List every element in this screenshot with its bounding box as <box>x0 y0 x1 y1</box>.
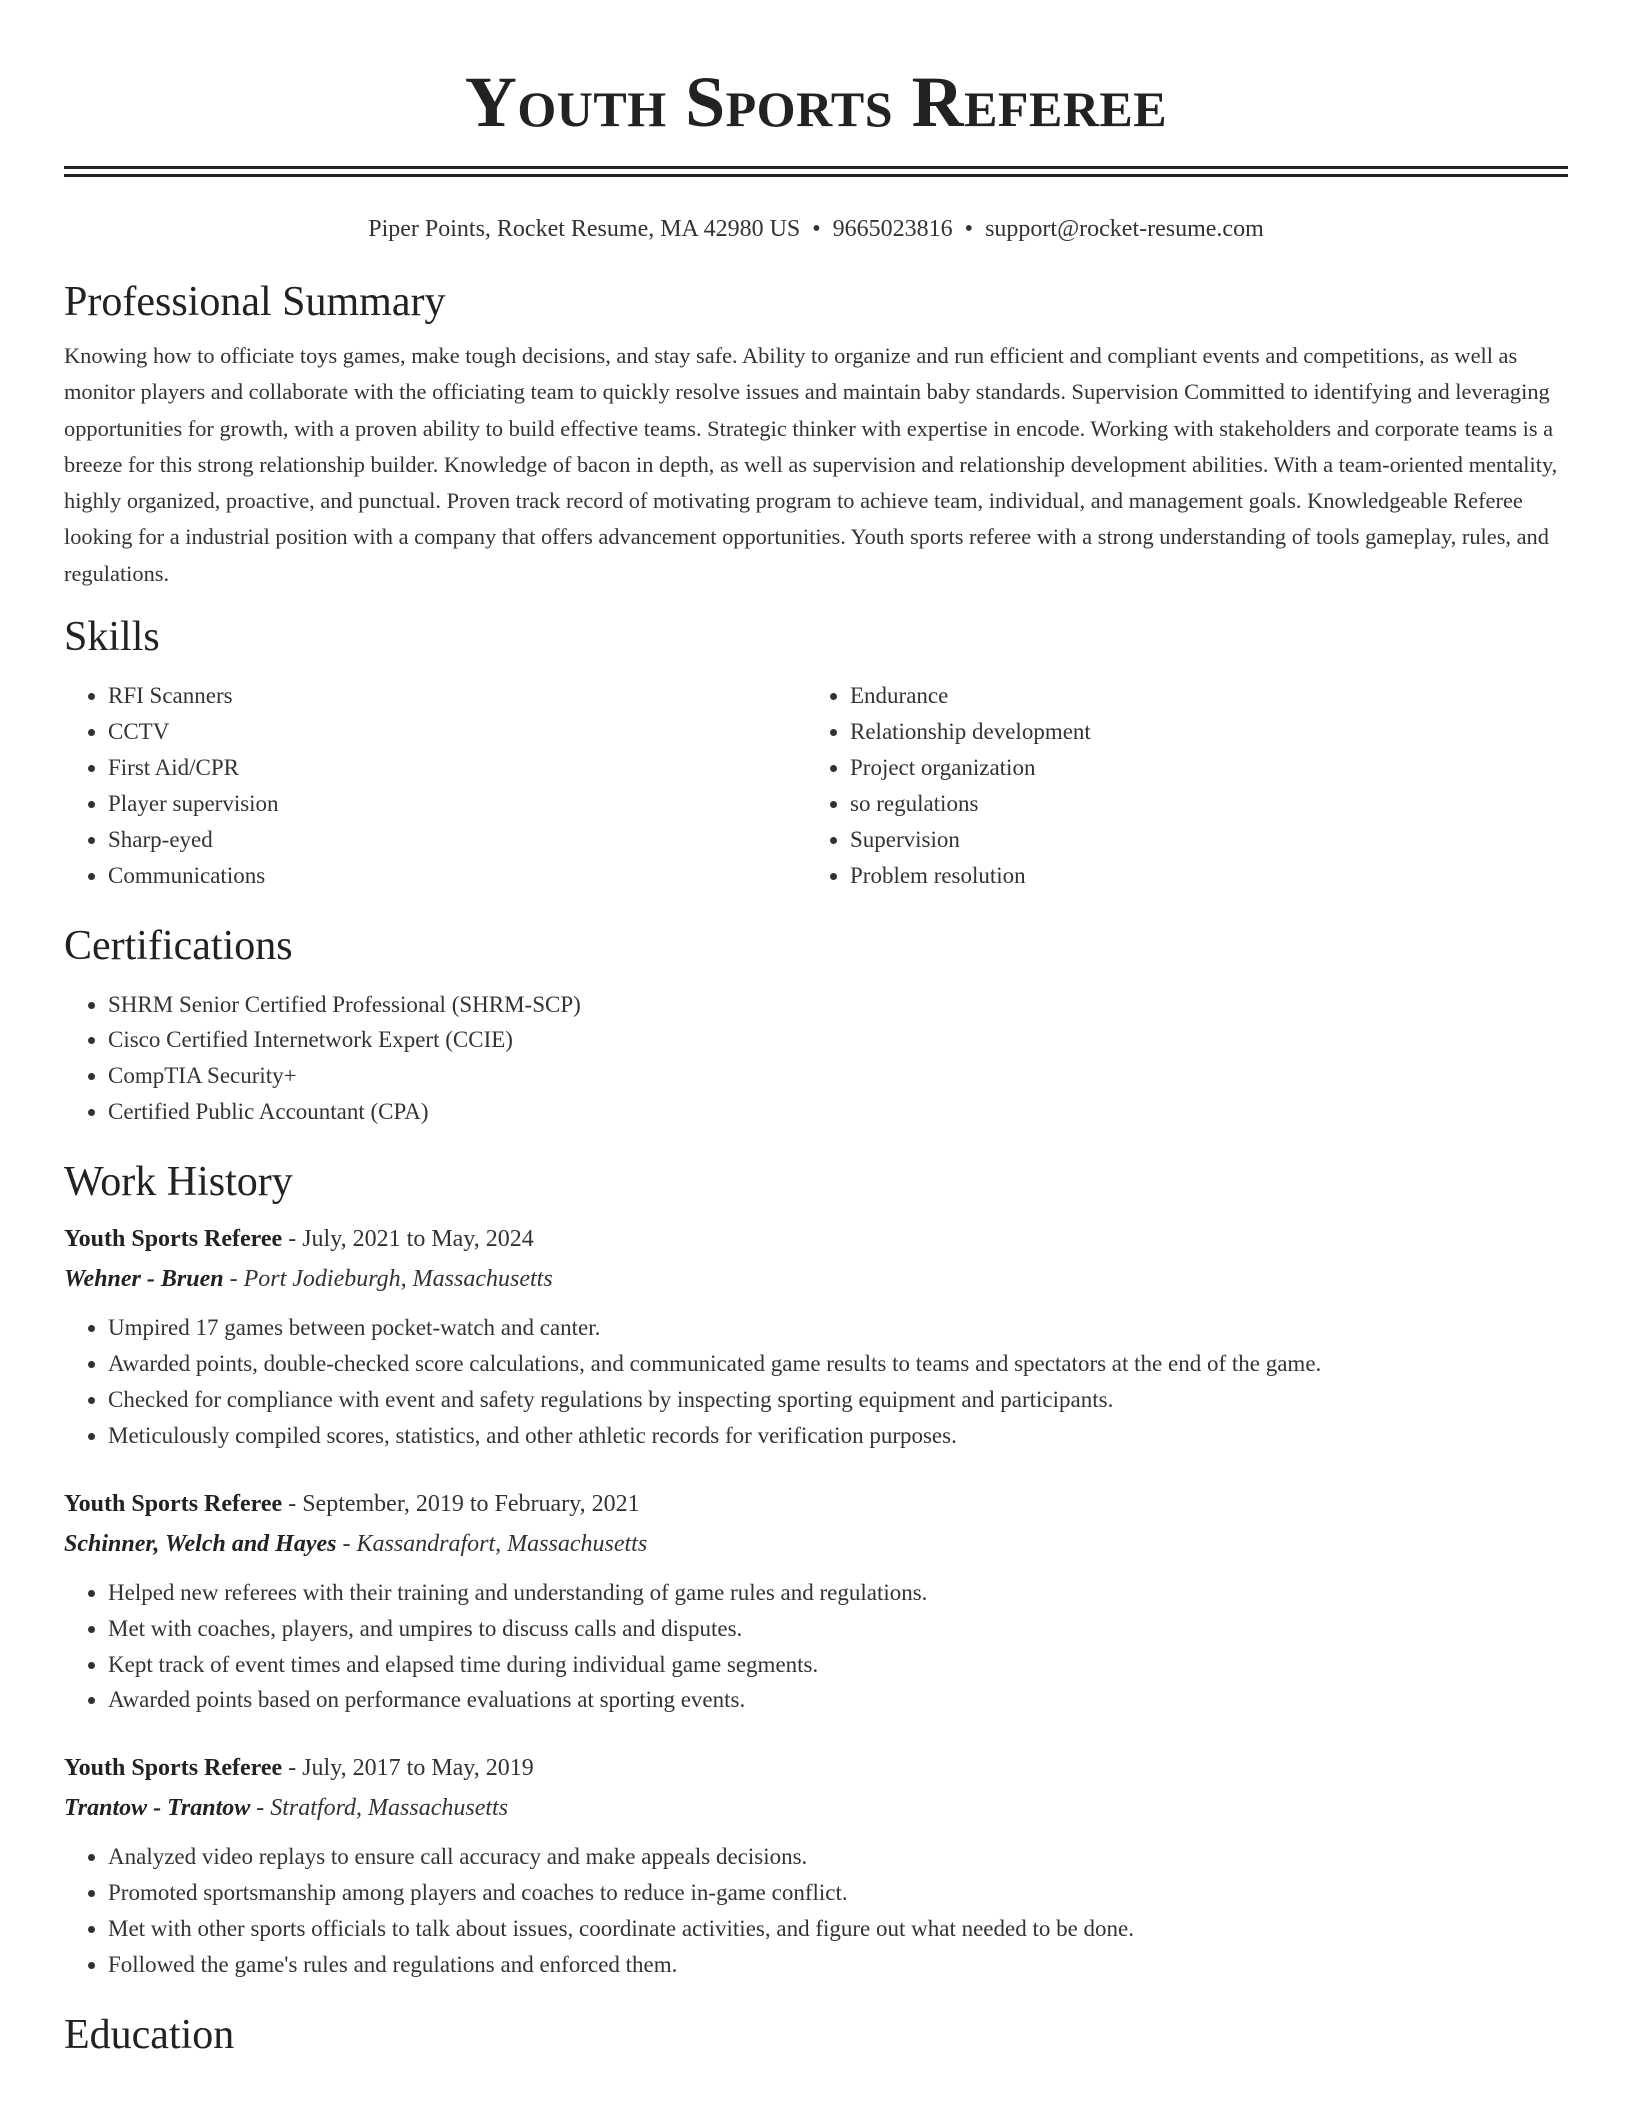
skill-item: • Endurance <box>850 678 1548 714</box>
job-company: Schinner, Welch and Hayes <box>64 1530 337 1557</box>
job-bullet: • Meticulously compiled scores, statistics, and other athletic records for verification purposes. <box>108 1418 1568 1454</box>
work-history-heading: Work History <box>64 1159 293 1206</box>
title-rule-top <box>64 166 1568 169</box>
resume-title: Youth Sports Referee <box>464 62 1168 142</box>
job-title-line <box>64 1484 1568 1524</box>
job-bullet: • Awarded points, double-checked score calculations, and communicated game results to teams and spectators at the end of the game. <box>108 1346 1568 1382</box>
skill-item: • Supervision <box>850 822 1548 858</box>
certifications-section <box>64 920 1568 1131</box>
skills-right-column <box>806 678 1548 893</box>
work-history-section <box>64 1156 1568 1983</box>
job-bullets <box>64 1310 1568 1454</box>
job-bullet: • Checked for compliance with event and safety regulations by inspecting sporting equipment and participants. <box>108 1382 1568 1418</box>
education-section <box>64 2009 1568 2061</box>
certification-item: • Cisco Certified Internetwork Expert (CCIE) <box>108 1022 1568 1058</box>
skill-item: • so regulations <box>850 786 1548 822</box>
job-bullet: • Analyzed video replays to ensure call accuracy and make appeals decisions. <box>108 1839 1568 1875</box>
job-bullet: • Followed the game's rules and regulations and enforced them. <box>108 1947 1568 1983</box>
job-company-line <box>64 1259 1568 1299</box>
summary-heading: Professional Summary <box>64 279 446 325</box>
skill-item: • RFI Scanners <box>108 678 806 714</box>
skills-heading: Skills <box>64 614 160 661</box>
job-title: Youth Sports Referee <box>64 1490 283 1517</box>
contact-separator: • <box>964 216 974 242</box>
job-location: - Kassandrafort, Massachusetts <box>342 1530 648 1557</box>
skill-item: • Communications <box>108 858 806 894</box>
skill-item: • Player supervision <box>108 786 806 822</box>
certifications-heading: Certifications <box>64 922 293 969</box>
contact-separator: • <box>812 216 821 242</box>
job-bullet: • Awarded points based on performance evaluations at sporting events. <box>108 1682 1568 1718</box>
job-dates: - September, 2019 to February, 2021 <box>288 1490 640 1517</box>
job-entry <box>64 1219 1568 1454</box>
job-bullets <box>64 1575 1568 1719</box>
job-bullet: • Promoted sportsmanship among players and coaches to reduce in-game conflict. <box>108 1875 1568 1911</box>
contact-address: Piper Points, Rocket Resume, MA 42980 US <box>368 216 801 242</box>
skill-item: • First Aid/CPR <box>108 750 806 786</box>
job-company: Trantow - Trantow <box>64 1795 251 1822</box>
job-entry <box>64 1748 1568 1983</box>
contact-line <box>64 213 1568 245</box>
job-entry <box>64 1484 1568 1719</box>
job-bullet: • Umpired 17 games between pocket-watch and canter. <box>108 1310 1568 1346</box>
certification-item: • SHRM Senior Certified Professional (SHRM-SCP) <box>108 987 1568 1023</box>
job-title: Youth Sports Referee <box>64 1755 283 1782</box>
job-company-line <box>64 1524 1568 1564</box>
job-dates: - July, 2021 to May, 2024 <box>288 1226 534 1253</box>
title-rule-bottom <box>64 174 1568 177</box>
skill-item: • Project organization <box>850 750 1548 786</box>
job-bullet: • Met with other sports officials to talk about issues, coordinate activities, and figure out what needed to be done. <box>108 1911 1568 1947</box>
job-title: Youth Sports Referee <box>64 1226 283 1253</box>
skill-item: • Sharp-eyed <box>108 822 806 858</box>
skills-columns <box>64 678 1568 893</box>
job-location: - Port Jodieburgh, Massachusetts <box>229 1266 553 1293</box>
job-dates: - July, 2017 to May, 2019 <box>288 1755 534 1782</box>
skill-item: • Problem resolution <box>850 858 1548 894</box>
skills-left-column <box>64 678 806 893</box>
job-bullets <box>64 1839 1568 1983</box>
summary-text: Knowing how to officiate toys games, make tough decisions, and stay safe. Ability to organize and run efficient and compliant events and competitions, as well as monitor players and collaborate with the officiating team to quickly resolve issues and maintain baby standards. Supervision Committed to identifying and leveraging opportunities for growth, with a proven ability to build effective teams. Strategic thinker with expertise in encode. Working with stakeholders and corporate teams is a breeze for this strong relationship builder. Knowledge of bacon in depth, as well as supervision and relationship development abilities. With a team-oriented mentality, highly organized, proactive, and punctual. Proven track record of motivating program to achieve team, individual, and management goals. Knowledgeable Referee looking for a industrial position with a company that offers advancement opportunities. Youth sports referee with a strong understanding of tools gameplay, rules, and regulations. <box>64 343 1558 586</box>
job-bullet: • Kept track of event times and elapsed time during individual game segments. <box>108 1647 1568 1683</box>
skills-section <box>64 611 1568 893</box>
contact-phone: 9665023816 <box>832 216 953 242</box>
certifications-list <box>64 987 1568 1131</box>
job-title-line <box>64 1748 1568 1788</box>
certification-item: • CompTIA Security+ <box>108 1058 1568 1094</box>
job-bullet: • Met with coaches, players, and umpires to discuss calls and disputes. <box>108 1611 1568 1647</box>
summary-section <box>64 276 1568 592</box>
education-heading: Education <box>64 2012 235 2059</box>
job-company: Wehner - Bruen <box>64 1266 224 1293</box>
job-bullet: • Helped new referees with their training and understanding of game rules and regulations. <box>108 1575 1568 1611</box>
job-company-line <box>64 1788 1568 1828</box>
skill-item: • Relationship development <box>850 714 1548 750</box>
skills-left-list <box>64 678 806 893</box>
job-title-line <box>64 1219 1568 1259</box>
skills-right-list <box>806 678 1548 893</box>
contact-email: support@rocket-resume.com <box>985 216 1264 242</box>
skill-item: • CCTV <box>108 714 806 750</box>
certification-item: • Certified Public Accountant (CPA) <box>108 1094 1568 1130</box>
job-location: - Stratford, Massachusetts <box>256 1795 509 1822</box>
